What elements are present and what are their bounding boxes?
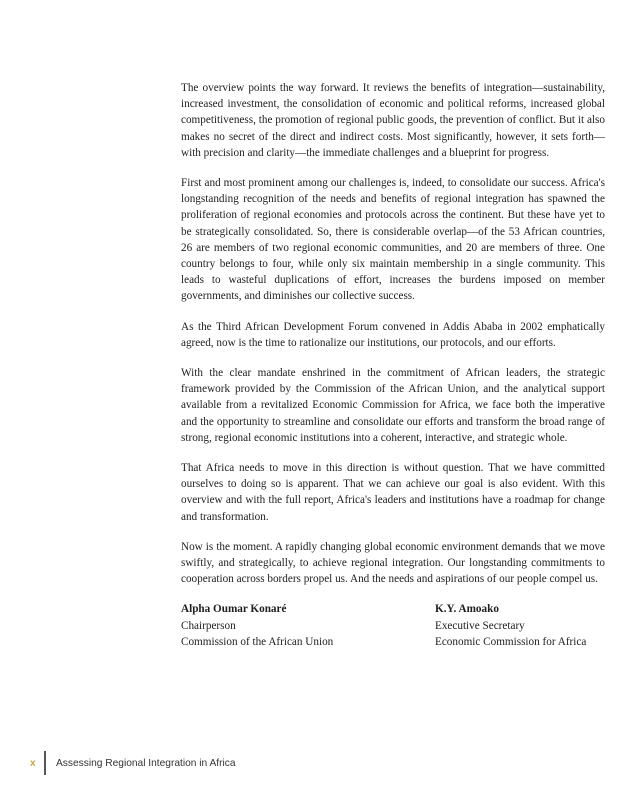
paragraph-mandate: With the clear mandate enshrined in the commitment of African leaders, the strategic framework provided by the Commission of the African Union, and the analytical support available from a revitalized Economic Commission for Africa, we face both the imperative and the opportunity to streamline and consolidate our efforts and transform the broad range of strong, regional economic institutions into a coherent, interactive, and strategic whole. xyxy=(181,367,605,444)
paragraph-overview: The overview points the way forward. It reviews the benefits of integration—sustainability, increased investment, the consolidation of economic and political reforms, increased global competitiveness, the promotion of regional public goods, the prevention of conflict. But it also makes no secret of the direct and indirect costs. Most significantly, however, it sets forth—with precision and clarity—the immediate challenges and a blueprint for progress. xyxy=(181,82,605,159)
signature-right xyxy=(435,601,605,650)
paragraph-direction: That Africa needs to move in this direction is without question. That we have committed ourselves to doing so is apparent. That we can achieve our goal is also evident. With this overview and with the full report, Africa's leaders and institutions have a roadmap for change and transformation. xyxy=(181,462,605,523)
signatory-title: Chairperson xyxy=(181,619,236,632)
page-number: x xyxy=(30,757,36,769)
footer-divider xyxy=(44,751,46,775)
running-title: Assessing Regional Integration in Africa xyxy=(56,757,236,769)
page-footer xyxy=(30,753,236,773)
letter-body xyxy=(181,80,605,650)
signatory-organization: Economic Commission for Africa xyxy=(435,635,587,648)
signatory-name: Alpha Oumar Konaré xyxy=(181,603,287,616)
signature-block xyxy=(181,601,605,650)
signature-left xyxy=(181,601,333,650)
signatory-organization: Commission of the African Union xyxy=(181,635,334,648)
signatory-name: K.Y. Amoako xyxy=(435,603,499,616)
signatory-title: Executive Secretary xyxy=(435,619,525,632)
paragraph-moment: Now is the moment. A rapidly changing global economic environment demands that we move swiftly, and strategically, to achieve regional integration. Our longstanding commitments to cooperation across borders propel us. And the needs and aspirations of our people compel us. xyxy=(181,540,605,586)
paragraph-forum: As the Third African Development Forum convened in Addis Ababa in 2002 emphatically agreed, now is the time to rationalize our institutions, our protocols, and our efforts. xyxy=(181,320,605,349)
paragraph-challenges: First and most prominent among our challenges is, indeed, to consolidate our success. Africa's longstanding recognition of the needs and benefits of regional integration has spawned the proliferation of regional economies and protocols across the continent. But these have yet to be strategically consolidated. So, there is considerable overlap—of the 53 African countries, 26 are members of two regional economic communities, and 20 are members of three. One country belongs to four, while only six maintain membership in a single community. This leads to wasteful duplications of effort, increases the burdens imposed on member governments, and diminishes our collective success. xyxy=(181,177,605,303)
